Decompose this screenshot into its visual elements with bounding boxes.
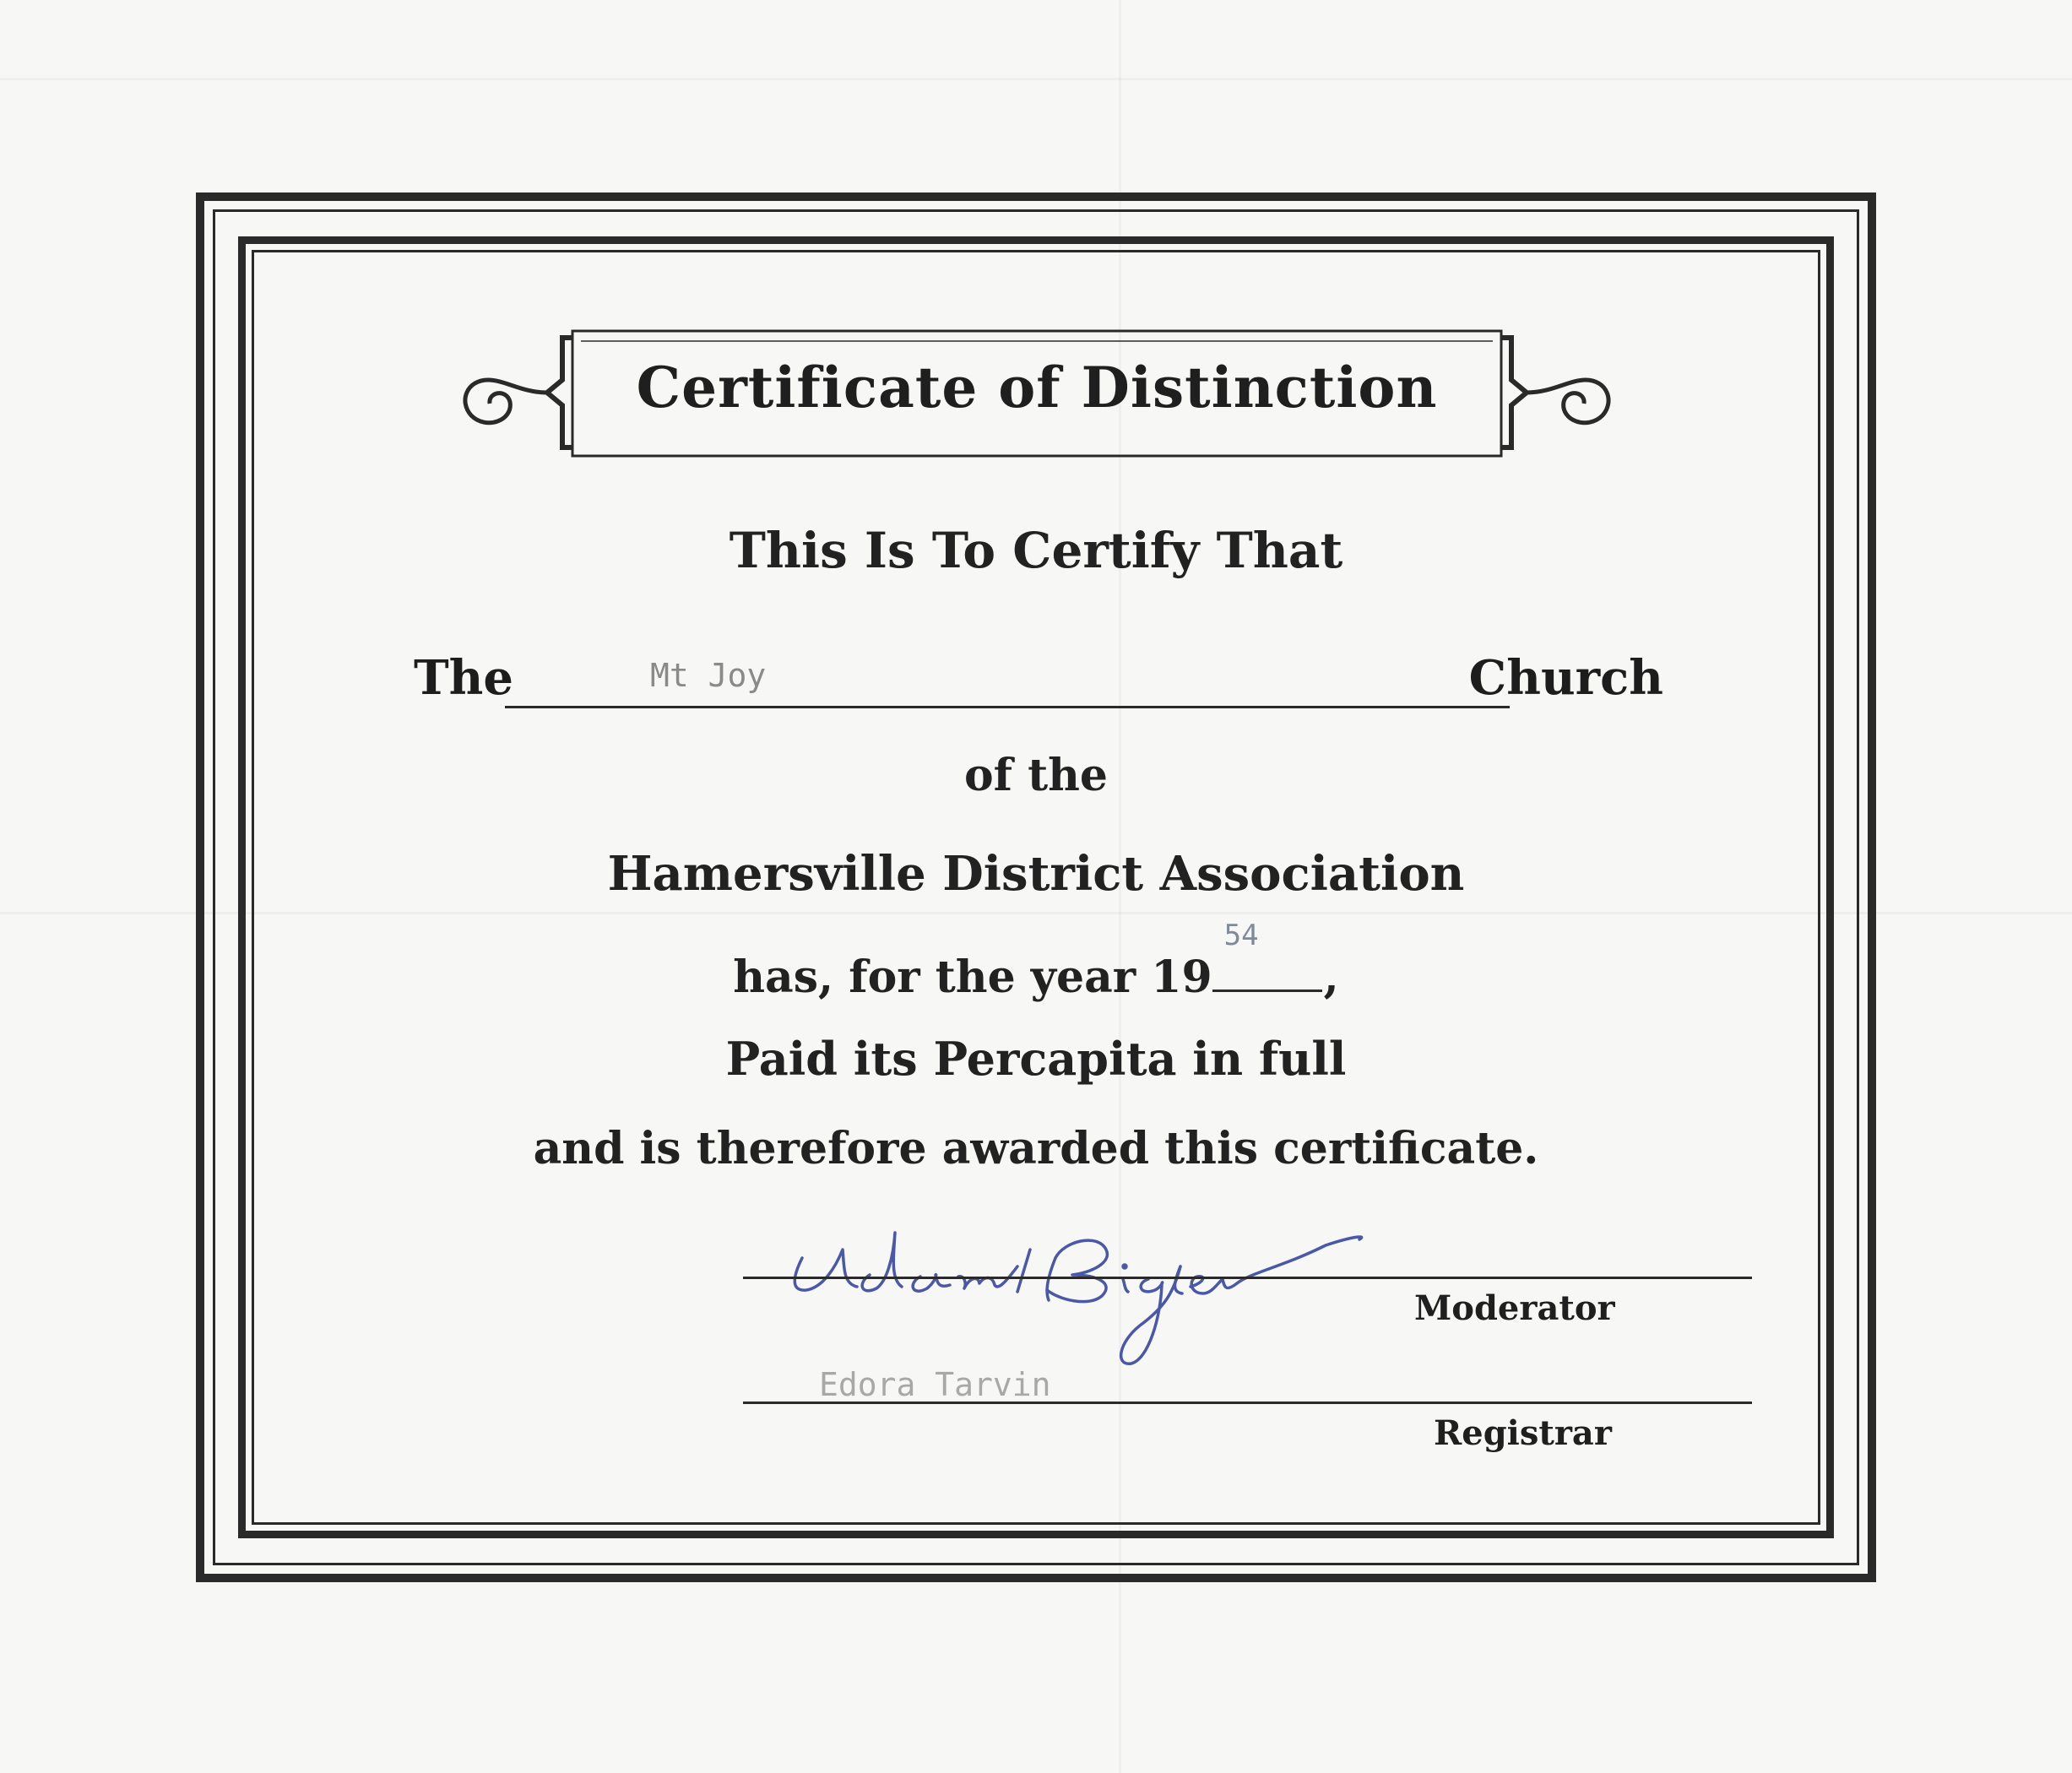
paper-fold [0,78,2072,80]
church-row [414,650,1663,718]
year-comma: , [1323,952,1339,1003]
certificate-title: Certificate of Distinction [636,355,1438,420]
registrar-signature-line [743,1402,1752,1404]
registrar-name: Edora Tarvin [819,1366,1051,1403]
association-name: Hamersville District Association [607,846,1465,902]
year-prefix: has, for the year 19 [733,952,1212,1003]
registrar-label: Registrar [1434,1413,1612,1453]
paid-line: Paid its Percapita in full [725,1032,1347,1086]
moderator-signature-icon [777,1199,1452,1368]
moderator-label: Moderator [1414,1288,1615,1328]
year-blank [1212,919,1322,992]
church-name-underline [505,706,1510,708]
moderator-signature-line [743,1277,1752,1279]
church-label: Church [1468,650,1663,706]
of-the-line: of the [963,750,1109,801]
title-banner [454,321,1619,464]
the-label: The [414,650,514,706]
certify-line: This Is To Certify That [729,522,1343,579]
church-name: Mt Joy [650,657,767,694]
year-value: 54 [1223,919,1259,952]
year-line [0,919,2072,1003]
awarded-line: and is therefore awarded this certificate. [533,1123,1539,1174]
